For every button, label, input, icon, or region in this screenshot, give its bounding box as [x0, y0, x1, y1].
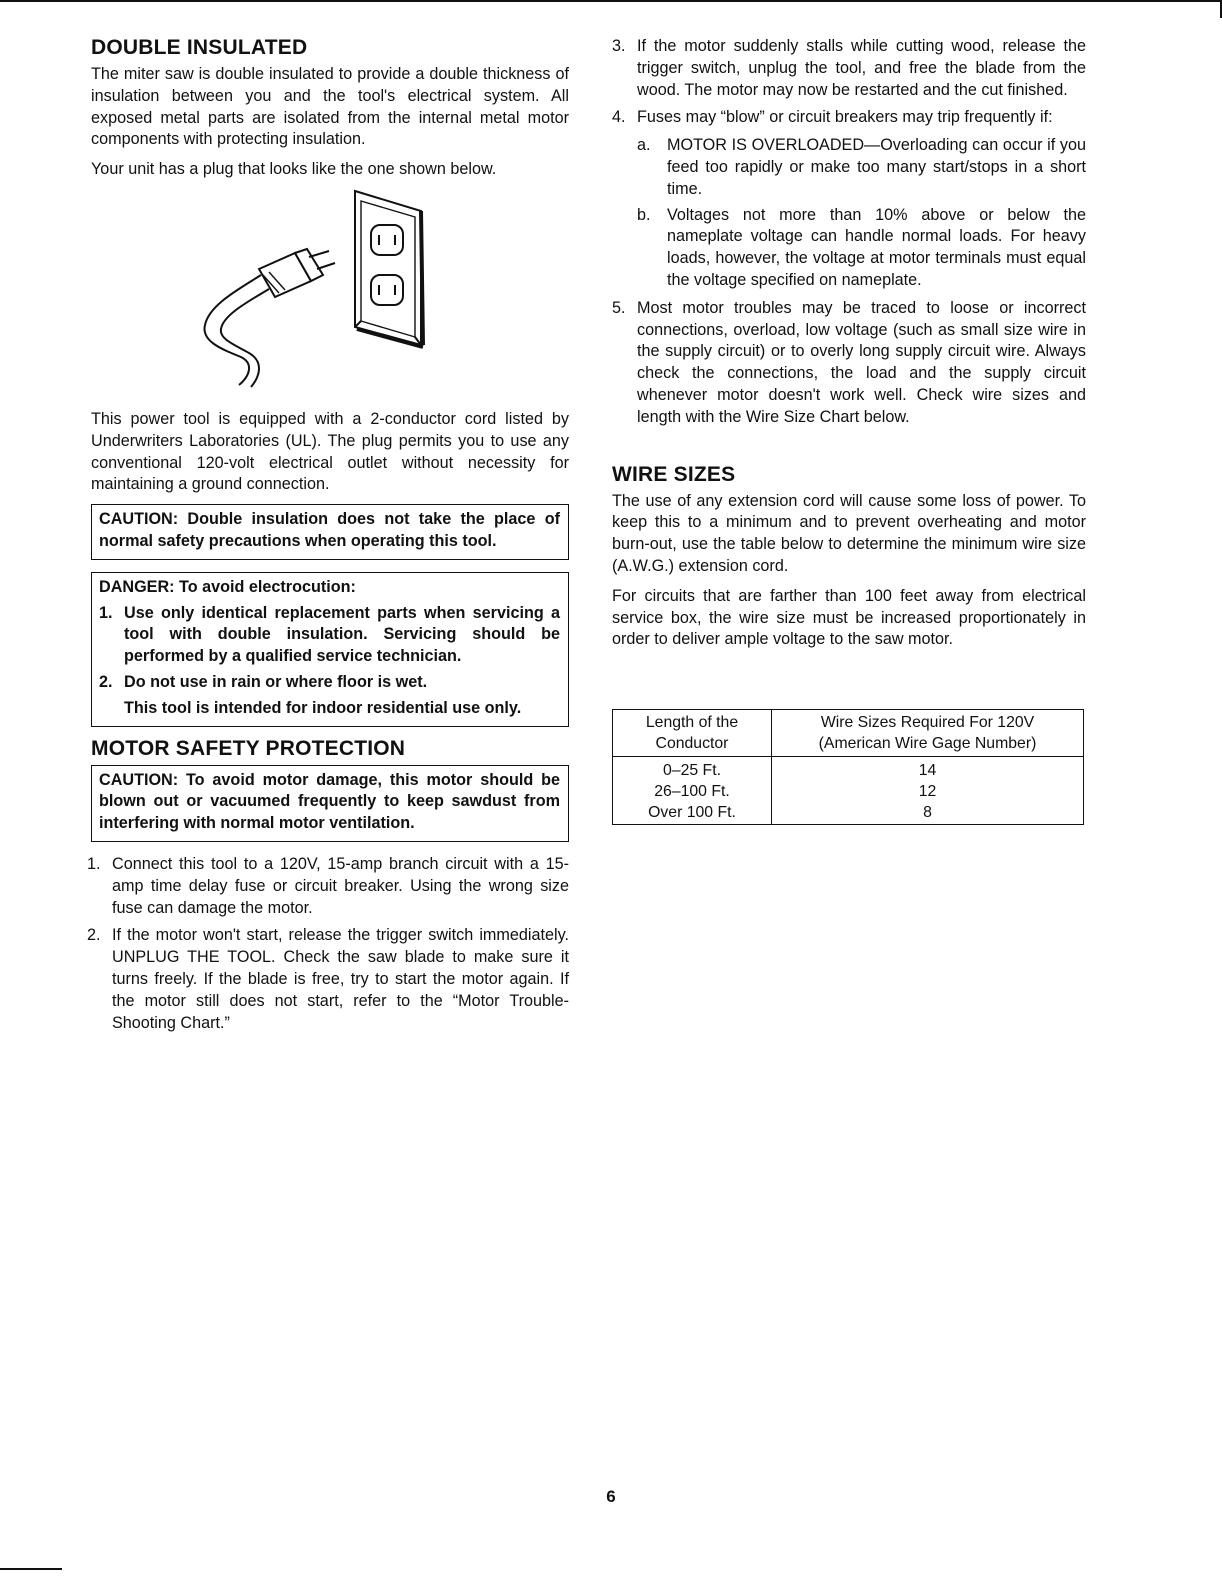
header-line: (American Wire Gage Number)	[818, 735, 1037, 753]
motor-safety-heading: MOTOR SAFETY PROTECTION	[91, 736, 406, 760]
danger-box	[91, 572, 569, 727]
top-border-line	[0, 0, 1222, 2]
danger-title: DANGER: To avoid electrocution:	[99, 577, 356, 596]
table-header-row	[613, 710, 1084, 757]
list-item-number: 2.	[87, 926, 101, 945]
list-item	[612, 298, 1086, 429]
list-item-text: If the motor suddenly stalls while cutting wood, release the trigger switch, unplug the tool, and free the blade from the wood. The motor may now be restarted and the cut finished.	[637, 37, 1086, 99]
caution-box-double-insulation	[91, 504, 569, 560]
double-insulated-paragraph-3: This power tool is equipped with a 2-conductor cord listed by Underwriters Laboratories (UL). The plug permits you to use any conventional 120-volt electrical outlet without necessity for maintaining a ground connection.	[91, 409, 569, 494]
wire-sizes-section	[612, 463, 1086, 826]
danger-note: This tool is intended for indoor residential use only.	[124, 698, 522, 717]
double-insulated-heading: DOUBLE INSULATED	[91, 36, 308, 59]
plug-and-outlet-icon	[199, 189, 439, 399]
list-item-number: 4.	[612, 108, 626, 127]
list-item	[87, 925, 569, 1034]
list-item	[612, 36, 1086, 101]
sublist-item-letter: b.	[637, 205, 651, 224]
caution-text: CAUTION: Double insulation does not take the place of normal safety precautions when operating this tool.	[99, 510, 560, 550]
plug-figure	[91, 189, 569, 405]
gauge-value: 8	[923, 804, 932, 822]
length-value: 0–25 Ft.	[663, 762, 721, 780]
list-item	[612, 107, 1086, 291]
list-item	[87, 854, 569, 919]
corner-mark	[0, 1568, 62, 1570]
caution-box-motor	[91, 765, 569, 842]
list-item-number: 3.	[612, 37, 626, 55]
table-row	[613, 757, 1084, 825]
list-item-text: Connect this tool to a 120V, 15-amp branch circuit with a 15-amp time delay fuse or circuit breaker. Using the wrong size fuse can damage the motor.	[112, 854, 569, 917]
double-insulated-section	[91, 36, 569, 496]
motor-safety-list-continued	[612, 36, 1086, 429]
motor-safety-section	[87, 736, 569, 1035]
wire-size-table	[612, 709, 1084, 825]
gauge-value: 12	[918, 783, 937, 801]
table-cell-lengths	[613, 757, 772, 825]
list-item-number: 1.	[99, 603, 113, 622]
list-item-text: Most motor troubles may be traced to loose or incorrect connections, overload, low voltage (such as small size wire in the supply circuit) or to overly long supply circuit wire. Always check the connections, the load and the supply circuit whenever motor doesn't work well. Check wire sizes and length with the Wire Size Chart below.	[637, 298, 1086, 426]
right-column	[612, 36, 1086, 825]
list-item-number: 5.	[612, 298, 626, 317]
list-item-text: Do not use in rain or where floor is wet.	[124, 672, 428, 691]
table-header-wire-size	[772, 710, 1084, 757]
caution-text: CAUTION: To avoid motor damage, this motor should be blown out or vacuumed frequently to keep sawdust from interfering with normal motor ventilation.	[99, 770, 560, 833]
sublist-item	[637, 205, 1086, 292]
double-insulated-paragraph-2: Your unit has a plug that looks like the one shown below.	[91, 160, 497, 179]
list-item-number: 2.	[99, 672, 113, 691]
list-item-number: 1.	[87, 854, 101, 873]
list-item-text: Use only identical replacement parts when servicing a tool with double insulation. Servicing should be performed by a qualified service technician.	[124, 603, 560, 666]
table-cell-gauges	[772, 757, 1084, 825]
double-insulated-paragraph-1: The miter saw is double insulated to provide a double thickness of insulation between you and the tool's electrical system. All exposed metal parts are isolated from the internal metal motor components with protecting insulation.	[91, 65, 569, 149]
length-value: 26–100 Ft.	[654, 783, 730, 801]
length-value: Over 100 Ft.	[648, 804, 736, 822]
list-item-text: If the motor won't start, release the trigger switch immediately. UNPLUG THE TOOL. Check the saw blade to make sure it turns freely. If the blade is free, try to start the motor again. If the motor still does not start, refer to the “Motor Trouble-Shooting Chart.”	[112, 926, 569, 1032]
sublist-item-letter: a.	[637, 136, 651, 155]
left-column	[87, 36, 569, 1040]
list-item-text: Fuses may “blow” or circuit breakers may trip frequently if:	[637, 108, 1053, 127]
sublist-item-text: MOTOR IS OVERLOADED—Overloading can occur if you feed too rapidly or make too many start/stops in a short time.	[667, 136, 1086, 198]
header-line: Conductor	[655, 735, 729, 753]
wire-sizes-paragraph-2: For circuits that are farther than 100 feet away from electrical service box, the wire size must be increased proportionately in order to deliver ample voltage to the saw motor.	[612, 586, 1086, 649]
gauge-value: 14	[918, 762, 937, 780]
header-line: Wire Sizes Required For 120V	[820, 714, 1035, 732]
danger-list	[99, 603, 560, 694]
page-number: 6	[606, 1487, 616, 1506]
motor-safety-list	[87, 854, 569, 1034]
sublist-item	[637, 135, 1086, 200]
wire-sizes-paragraph-1: The use of any extension cord will cause some loss of power. To keep this to a minimum and to prevent overheating and motor burn-out, use the table below to determine the minimum wire size (A.W.G.) extension cord.	[612, 491, 1086, 575]
header-line: Length of the	[645, 714, 739, 732]
list-item	[99, 672, 560, 694]
wire-sizes-heading: WIRE SIZES	[612, 462, 736, 486]
table-header-length	[613, 710, 772, 757]
list-item	[99, 603, 560, 668]
sublist-item-text: Voltages not more than 10% above or below the nameplate voltage can handle normal loads. For heavy loads, however, the voltage at motor terminals must equal the voltage specified on nameplate.	[667, 205, 1086, 289]
fuse-sublist	[637, 135, 1086, 292]
